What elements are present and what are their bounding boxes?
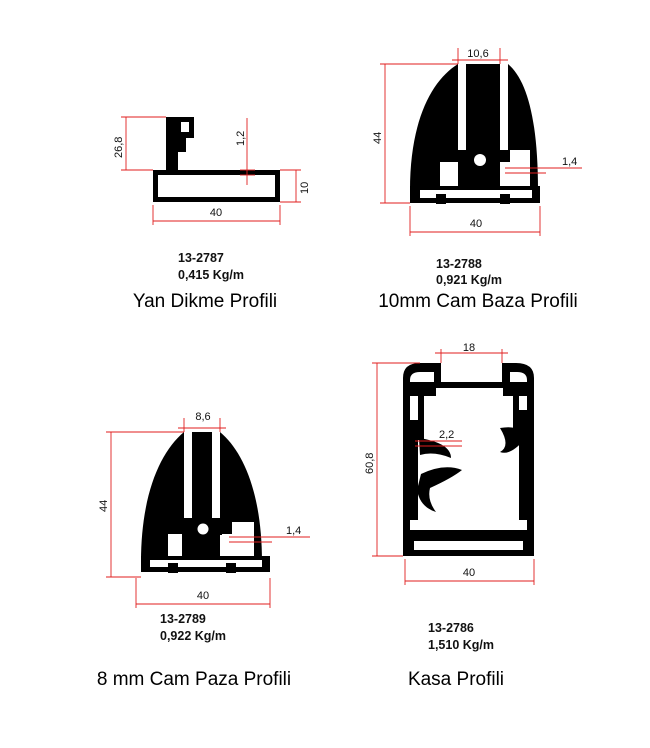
profile-13-2787 <box>113 117 311 312</box>
dimension-label-13-2787-thickness: 1,2 <box>235 130 247 146</box>
profile-13-2788 <box>372 48 582 312</box>
profile-13-2789-shape <box>141 432 270 573</box>
profile-caption-13-2789: 8 mm Cam Paza Profili <box>96 669 292 690</box>
profile-13-2787-shape <box>153 117 280 202</box>
dimension-label-13-2788-width: 40 <box>469 218 483 230</box>
dimension-label-13-2788-wall: 1,4 <box>562 156 578 168</box>
profile-code-13-2789: 13-2789 <box>160 612 206 626</box>
dimension-label-13-2787-height: 26,8 <box>113 136 125 158</box>
profile-caption-13-2788: 10mm Cam Baza Profili <box>378 291 578 312</box>
profile-13-2789 <box>97 411 310 690</box>
dimension-label-13-2786-opening: 18 <box>462 342 476 354</box>
dimension-label-13-2786-height: 60,8 <box>364 452 376 474</box>
dimension-label-13-2787-base-height: 10 <box>299 181 311 194</box>
profile-13-2786-shape <box>403 363 534 556</box>
dimension-label-13-2788-height: 44 <box>372 131 384 144</box>
dimension-label-13-2789-wall: 1,4 <box>286 525 302 537</box>
dimension-label-13-2786-width: 40 <box>462 567 476 579</box>
profile-weight-13-2789: 0,922 Kg/m <box>160 629 227 643</box>
profile-code-13-2786: 13-2786 <box>428 621 474 635</box>
dimension-label-13-2789-slot: 8,6 <box>195 411 211 423</box>
profile-13-2788-shape <box>410 64 540 204</box>
dimension-label-13-2786-wall: 2,2 <box>439 429 455 441</box>
profile-caption-13-2787: Yan Dikme Profili <box>132 291 278 312</box>
dimension-label-13-2789-width: 40 <box>196 590 210 602</box>
profile-weight-13-2788: 0,921 Kg/m <box>436 273 503 287</box>
dimension-label-13-2788-slot: 10,6 <box>467 48 489 60</box>
dimension-label-13-2789-height: 44 <box>98 499 110 512</box>
profile-code-13-2788: 13-2788 <box>436 257 482 271</box>
profile-weight-13-2787: 0,415 Kg/m <box>178 268 245 282</box>
profile-caption-13-2786: Kasa Profili <box>407 669 505 690</box>
profile-code-13-2787: 13-2787 <box>178 251 224 265</box>
dimension-label-13-2787-width: 40 <box>209 207 223 219</box>
profile-13-2786 <box>364 342 534 690</box>
profile-weight-13-2786: 1,510 Kg/m <box>428 638 495 652</box>
